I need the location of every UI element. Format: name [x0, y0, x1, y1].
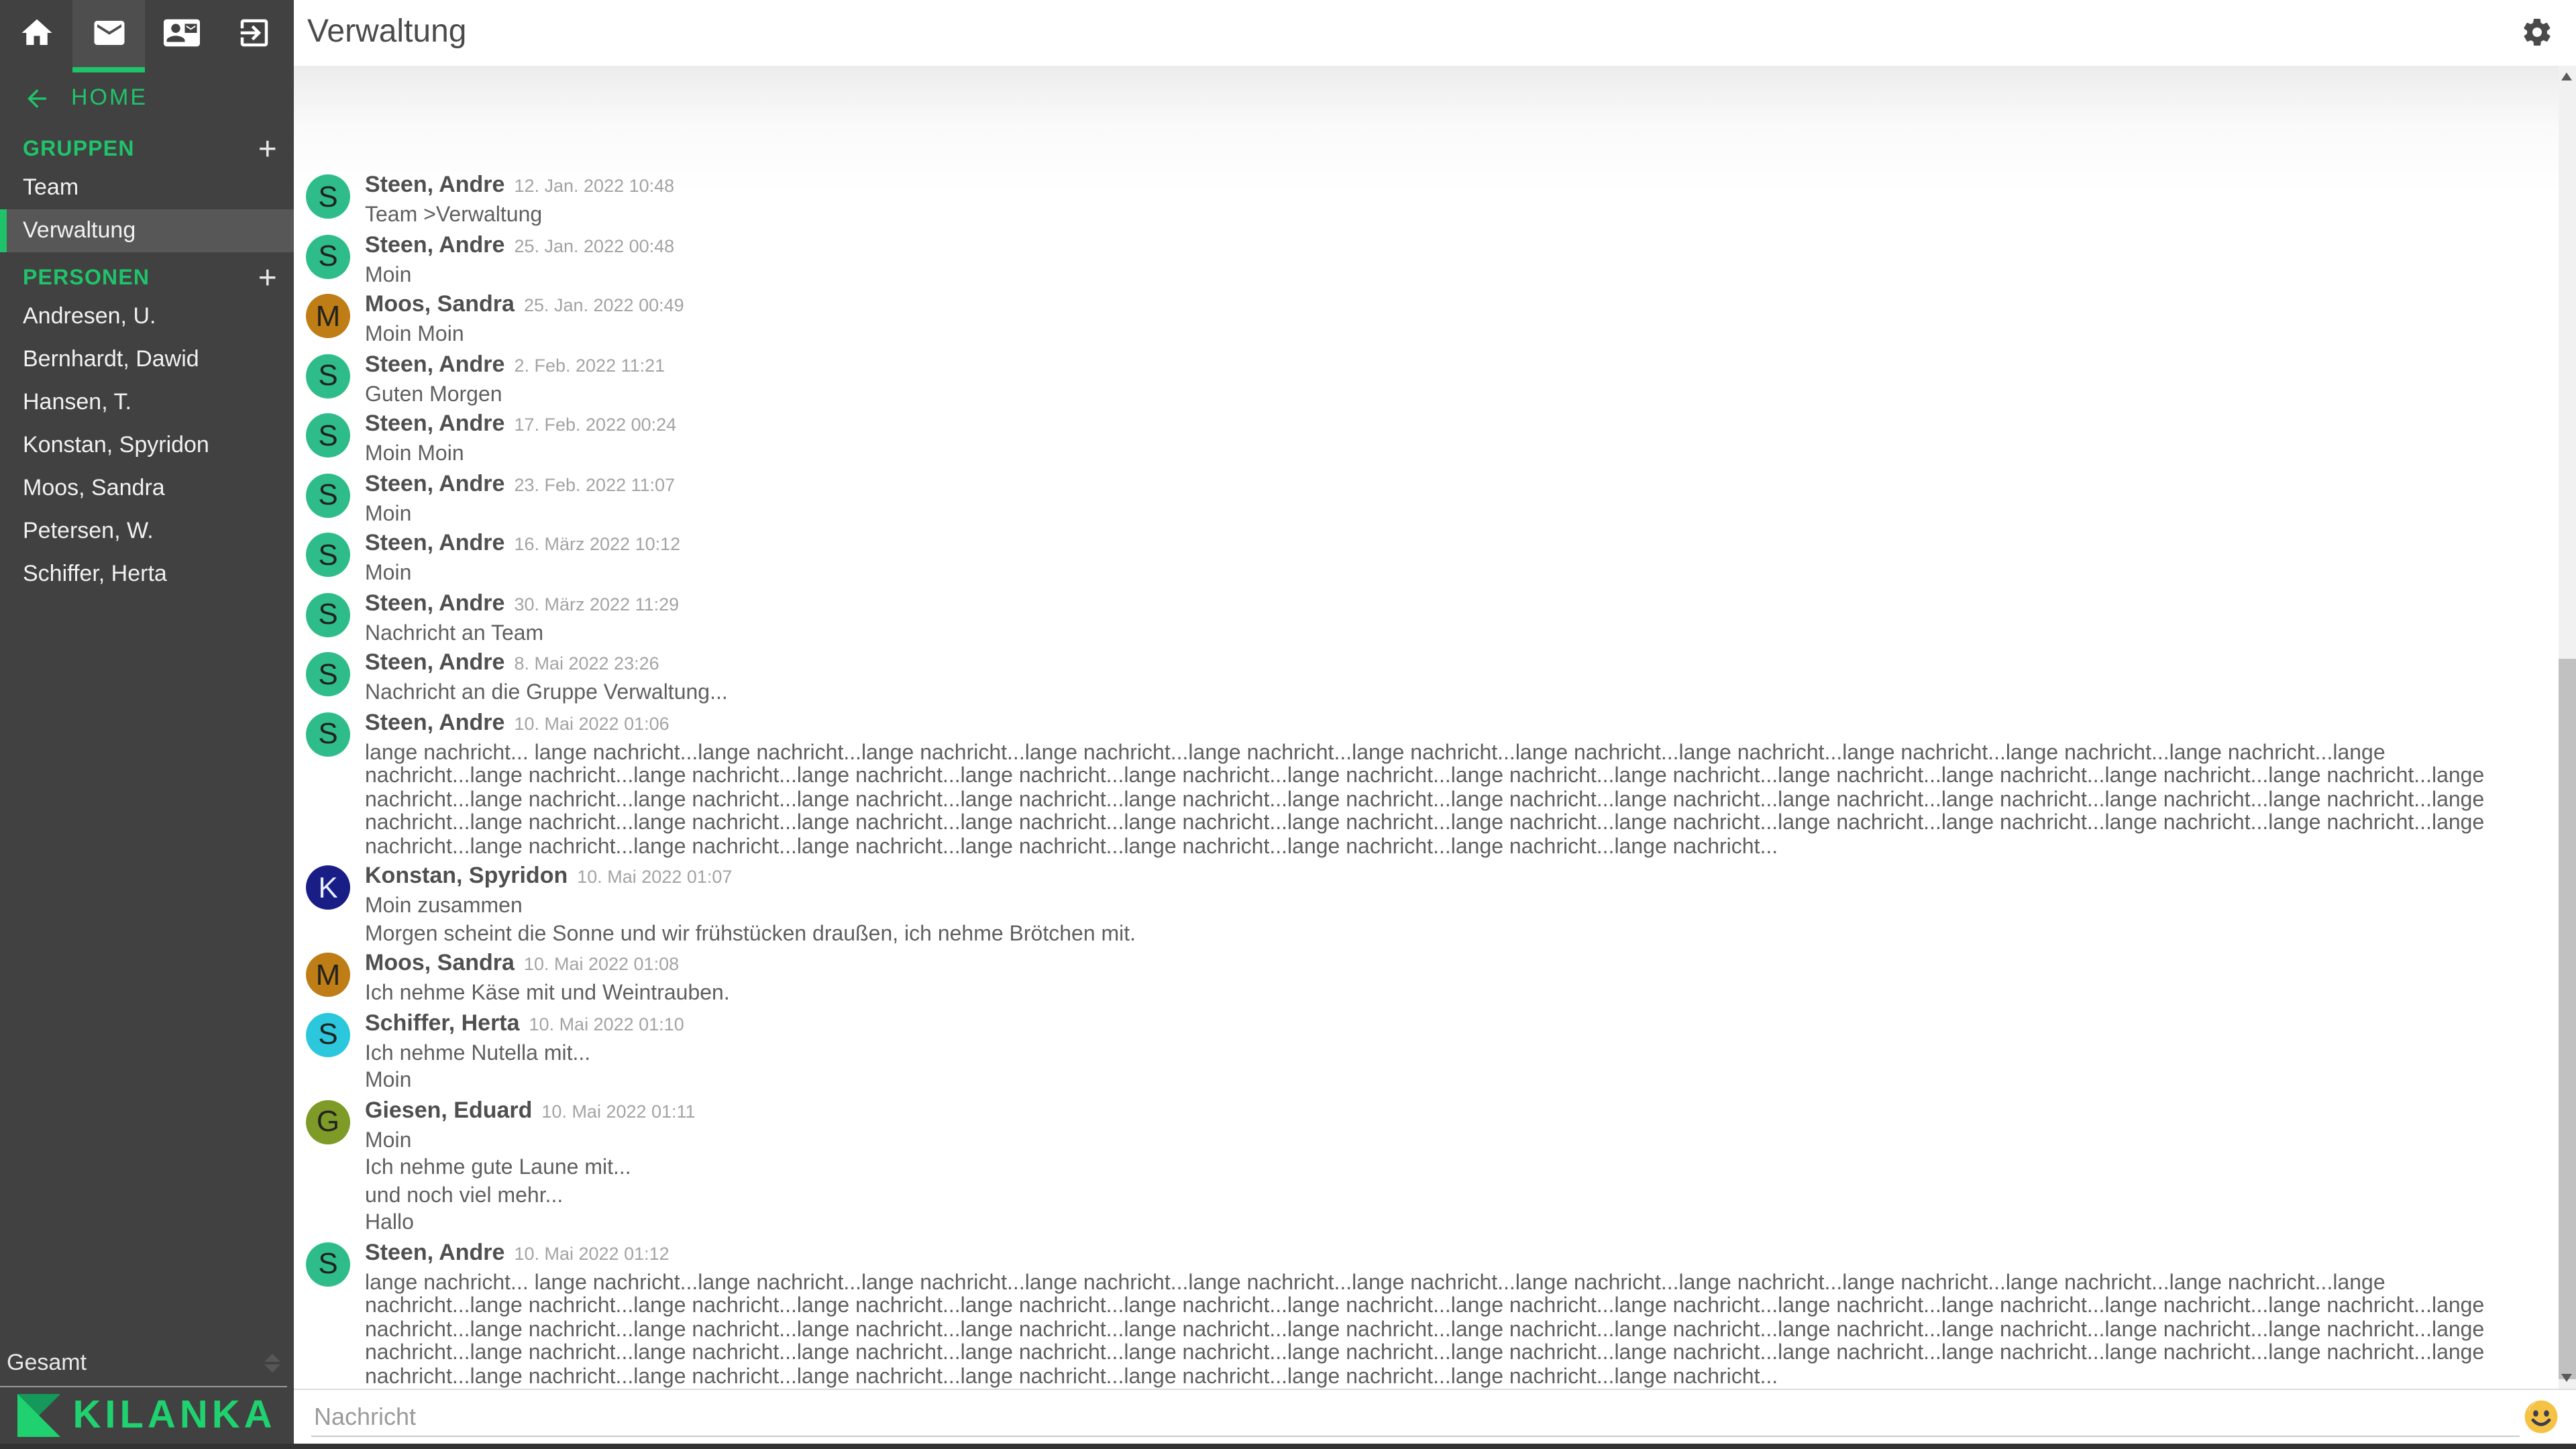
- mail-icon: [91, 15, 127, 58]
- message-row: [306, 1097, 2542, 1235]
- message-row: [306, 1239, 2542, 1389]
- message-row: [306, 231, 2542, 287]
- message-row: [306, 351, 2542, 407]
- message-timestamp: 2. Feb. 2022 11:21: [514, 355, 665, 375]
- sidebar-item-petersen-w[interactable]: Petersen, W.: [23, 518, 154, 543]
- message-row: [306, 530, 2542, 586]
- avatar[interactable]: S: [306, 473, 350, 517]
- message-author[interactable]: Steen, Andre: [365, 351, 505, 376]
- message-text: Moin Moin: [365, 323, 464, 346]
- message-list: [294, 66, 2559, 1389]
- message-row: [306, 950, 2542, 1006]
- sidebar-item-hansen-t[interactable]: Hansen, T.: [23, 389, 131, 415]
- scroll-up-icon[interactable]: [2561, 72, 2572, 80]
- message-timestamp: 17. Feb. 2022 00:24: [514, 415, 677, 435]
- top-nav: [0, 0, 294, 72]
- message-text: Hallo: [365, 1212, 414, 1234]
- settings-button[interactable]: [2521, 16, 2553, 48]
- message-text: lange nachricht... lange nachricht...lange nachricht...lange nachricht...lange nachricht...lange nachricht...lange nachricht...lange nachricht...lange nachricht...lange nachricht...lange nachricht...lange nachricht...lange nachricht...lange nachricht...lange nachricht...lange nachricht...lange nachricht...lange nachricht...lange nachricht...lange nachricht...lange nachricht...lange nachricht...lange nachricht...lange nachricht...lange nachricht...lange nachricht...lange nachricht...lange nachricht...lange nachricht...lange nachricht...lange nachricht...lange nachricht...lange nachricht...lange nachricht...lange nachricht...lange nachricht...lange nachricht...lange nachricht...lange nachricht...lange nachricht...lange nachricht...lange nachricht...lange nachricht...lange nachricht...lange nachricht...lange nachricht...lange nachricht...lange nachricht...lange nachricht...lange nachricht...lange nachricht...lange nachricht...lange nachricht...lange nachricht...lange nachricht...lange nachricht...lange nachricht...lange nachricht...lange nachricht...lange nachricht...: [365, 741, 2485, 858]
- message-text: Moin Moin: [365, 443, 464, 466]
- bottom-edge: [0, 1444, 2576, 1449]
- avatar[interactable]: S: [306, 712, 350, 756]
- logout-icon: [235, 15, 272, 58]
- page-title: Verwaltung: [307, 13, 467, 50]
- message-timestamp: 12. Jan. 2022 10:48: [514, 176, 675, 196]
- message-author[interactable]: Steen, Andre: [365, 649, 505, 675]
- avatar[interactable]: M: [306, 953, 350, 997]
- sidebar: [0, 0, 294, 1449]
- input-underline: [311, 1436, 2520, 1437]
- message-timestamp: 10. Mai 2022 01:08: [523, 954, 680, 974]
- message-text: Guten Morgen: [365, 383, 502, 406]
- back-home-button[interactable]: [0, 80, 294, 115]
- message-author[interactable]: Steen, Andre: [365, 172, 505, 197]
- smiley-icon: [2524, 1399, 2559, 1434]
- avatar[interactable]: S: [306, 1242, 350, 1286]
- message-text: Moin: [365, 1069, 412, 1092]
- sidebar-footer-gesamt[interactable]: [0, 1347, 294, 1379]
- message-author[interactable]: Steen, Andre: [365, 231, 505, 257]
- avatar[interactable]: S: [306, 533, 350, 577]
- message-author[interactable]: Steen, Andre: [365, 590, 505, 615]
- message-row: [306, 590, 2542, 645]
- tab-home[interactable]: [0, 0, 72, 72]
- avatar[interactable]: S: [306, 592, 350, 637]
- message-text: Ich nehme Nutella mit...: [365, 1042, 591, 1065]
- chat-header: [294, 0, 2576, 66]
- section-label: PERSONEN: [23, 267, 150, 290]
- avatar[interactable]: K: [306, 865, 350, 910]
- avatar[interactable]: S: [306, 413, 350, 458]
- message-row: [306, 291, 2542, 347]
- message-text: Moin: [365, 562, 412, 585]
- emoji-button[interactable]: [2524, 1399, 2559, 1434]
- message-row: [306, 172, 2542, 227]
- message-author[interactable]: Steen, Andre: [365, 470, 505, 496]
- tab-messages[interactable]: [72, 0, 145, 72]
- message-text: Moin zusammen: [365, 895, 523, 918]
- message-timestamp: 10. Mai 2022 01:10: [529, 1014, 684, 1034]
- scrollbar[interactable]: [2559, 66, 2576, 1389]
- message-author[interactable]: Giesen, Eduard: [365, 1097, 533, 1122]
- avatar[interactable]: M: [306, 294, 350, 338]
- message-timestamp: 8. Mai 2022 23:26: [514, 653, 659, 674]
- message-timestamp: 10. Mai 2022 01:06: [514, 713, 669, 733]
- message-row: [306, 709, 2542, 859]
- message-text: Nachricht an Team: [365, 622, 544, 645]
- section-label: GRUPPEN: [23, 138, 135, 161]
- sidebar-section: [0, 260, 294, 596]
- message-author[interactable]: Steen, Andre: [365, 709, 505, 735]
- message-author[interactable]: Schiffer, Herta: [365, 1010, 520, 1035]
- sidebar-item-schiffer-herta[interactable]: Schiffer, Herta: [23, 561, 167, 586]
- tab-contacts[interactable]: [145, 0, 217, 72]
- message-timestamp: 25. Jan. 2022 00:48: [514, 235, 675, 256]
- avatar[interactable]: S: [306, 1012, 350, 1057]
- message-text: Moin: [365, 264, 412, 286]
- message-timestamp: 16. März 2022 10:12: [514, 534, 681, 554]
- message-text: und noch viel mehr...: [365, 1184, 564, 1207]
- message-text: Ich nehme Käse mit und Weintrauben.: [365, 982, 730, 1005]
- message-row: [306, 470, 2542, 526]
- home-icon: [18, 15, 54, 58]
- composer-bar: [294, 1389, 2576, 1444]
- add-icon[interactable]: +: [258, 131, 278, 168]
- message-scroll-area[interactable]: [294, 66, 2559, 1389]
- brand-name: KILANKA: [72, 1393, 276, 1436]
- gear-icon: [2521, 32, 2553, 52]
- message-timestamp: 10. Mai 2022 01:12: [514, 1243, 669, 1263]
- message-author[interactable]: Moos, Sandra: [365, 950, 515, 975]
- message-input[interactable]: [311, 1398, 2509, 1436]
- message-author[interactable]: Moos, Sandra: [365, 291, 515, 317]
- message-text: Morgen scheint die Sonne und wir frühstücken draußen, ich nehme Brötchen mit.: [365, 922, 1136, 945]
- sidebar-item-verwaltung[interactable]: Verwaltung: [0, 209, 294, 252]
- message-timestamp: 23. Feb. 2022 11:07: [514, 474, 676, 494]
- avatar[interactable]: S: [306, 174, 350, 219]
- scroll-down-icon[interactable]: [2561, 1374, 2572, 1382]
- message-row: [306, 863, 2542, 946]
- sidebar-item-team[interactable]: Team: [23, 174, 79, 200]
- message-timestamp: 25. Jan. 2022 00:49: [523, 295, 684, 315]
- message-row: [306, 1010, 2542, 1093]
- avatar[interactable]: S: [306, 652, 350, 696]
- main-area: [294, 0, 2576, 1449]
- message-row: [306, 649, 2542, 705]
- message-author[interactable]: Steen, Andre: [365, 411, 505, 436]
- sidebar-item-andresen-u[interactable]: Andresen, U.: [23, 303, 156, 329]
- message-timestamp: 30. März 2022 11:29: [514, 594, 680, 614]
- sidebar-item-bernhardt-dawid[interactable]: Bernhardt, Dawid: [23, 346, 199, 372]
- message-text: Team >Verwaltung: [365, 204, 543, 227]
- message-text: Moin: [365, 502, 412, 525]
- sidebar-sections: [0, 131, 294, 596]
- contacts-icon: [163, 15, 199, 58]
- avatar[interactable]: S: [306, 354, 350, 398]
- kilanka-logo-icon: [18, 1394, 61, 1437]
- sidebar-section: [0, 131, 294, 252]
- message-timestamp: 10. Mai 2022 01:11: [541, 1101, 696, 1121]
- home-label: HOME: [71, 85, 148, 110]
- sidebar-item-konstan-spyridon[interactable]: Konstan, Spyridon: [23, 432, 209, 458]
- arrow-left-icon: [23, 84, 71, 112]
- message-author[interactable]: Steen, Andre: [365, 530, 505, 555]
- avatar[interactable]: S: [306, 234, 350, 278]
- sidebar-item-moos-sandra[interactable]: Moos, Sandra: [23, 475, 165, 500]
- tab-logout[interactable]: [217, 0, 290, 72]
- message-author[interactable]: Steen, Andre: [365, 1239, 505, 1265]
- message-text: Nachricht an die Gruppe Verwaltung...: [365, 682, 728, 704]
- avatar[interactable]: G: [306, 1099, 350, 1144]
- message-timestamp: 10. Mai 2022 01:07: [577, 867, 733, 887]
- message-author[interactable]: Konstan, Spyridon: [365, 863, 568, 888]
- brand-logo: [0, 1389, 294, 1442]
- add-icon[interactable]: +: [258, 260, 278, 297]
- scrollbar-thumb[interactable]: [2559, 659, 2576, 1379]
- sidebar-divider: [0, 1386, 287, 1387]
- message-row: [306, 411, 2542, 466]
- message-text: Moin: [365, 1129, 412, 1152]
- gesamt-label: Gesamt: [7, 1350, 87, 1375]
- sort-icon: [264, 1354, 280, 1373]
- message-text: Ich nehme gute Laune mit...: [365, 1157, 631, 1179]
- message-text: lange nachricht... lange nachricht...lange nachricht...lange nachricht...lange nachricht...lange nachricht...lange nachricht...lange nachricht...lange nachricht...lange nachricht...lange nachricht...lange nachricht...lange nachricht...lange nachricht...lange nachricht...lange nachricht...lange nachricht...lange nachricht...lange nachricht...lange nachricht...lange nachricht...lange nachricht...lange nachricht...lange nachricht...lange nachricht...lange nachricht...lange nachricht...lange nachricht...lange nachricht...lange nachricht...lange nachricht...lange nachricht...lange nachricht...lange nachricht...lange nachricht...lange nachricht...lange nachricht...lange nachricht...lange nachricht...lange nachricht...lange nachricht...lange nachricht...lange nachricht...lange nachricht...lange nachricht...lange nachricht...lange nachricht...lange nachricht...lange nachricht...lange nachricht...lange nachricht...lange nachricht...lange nachricht...lange nachricht...lange nachricht...lange nachricht...lange nachricht...lange nachricht...lange nachricht...lange nachricht...: [365, 1271, 2485, 1388]
